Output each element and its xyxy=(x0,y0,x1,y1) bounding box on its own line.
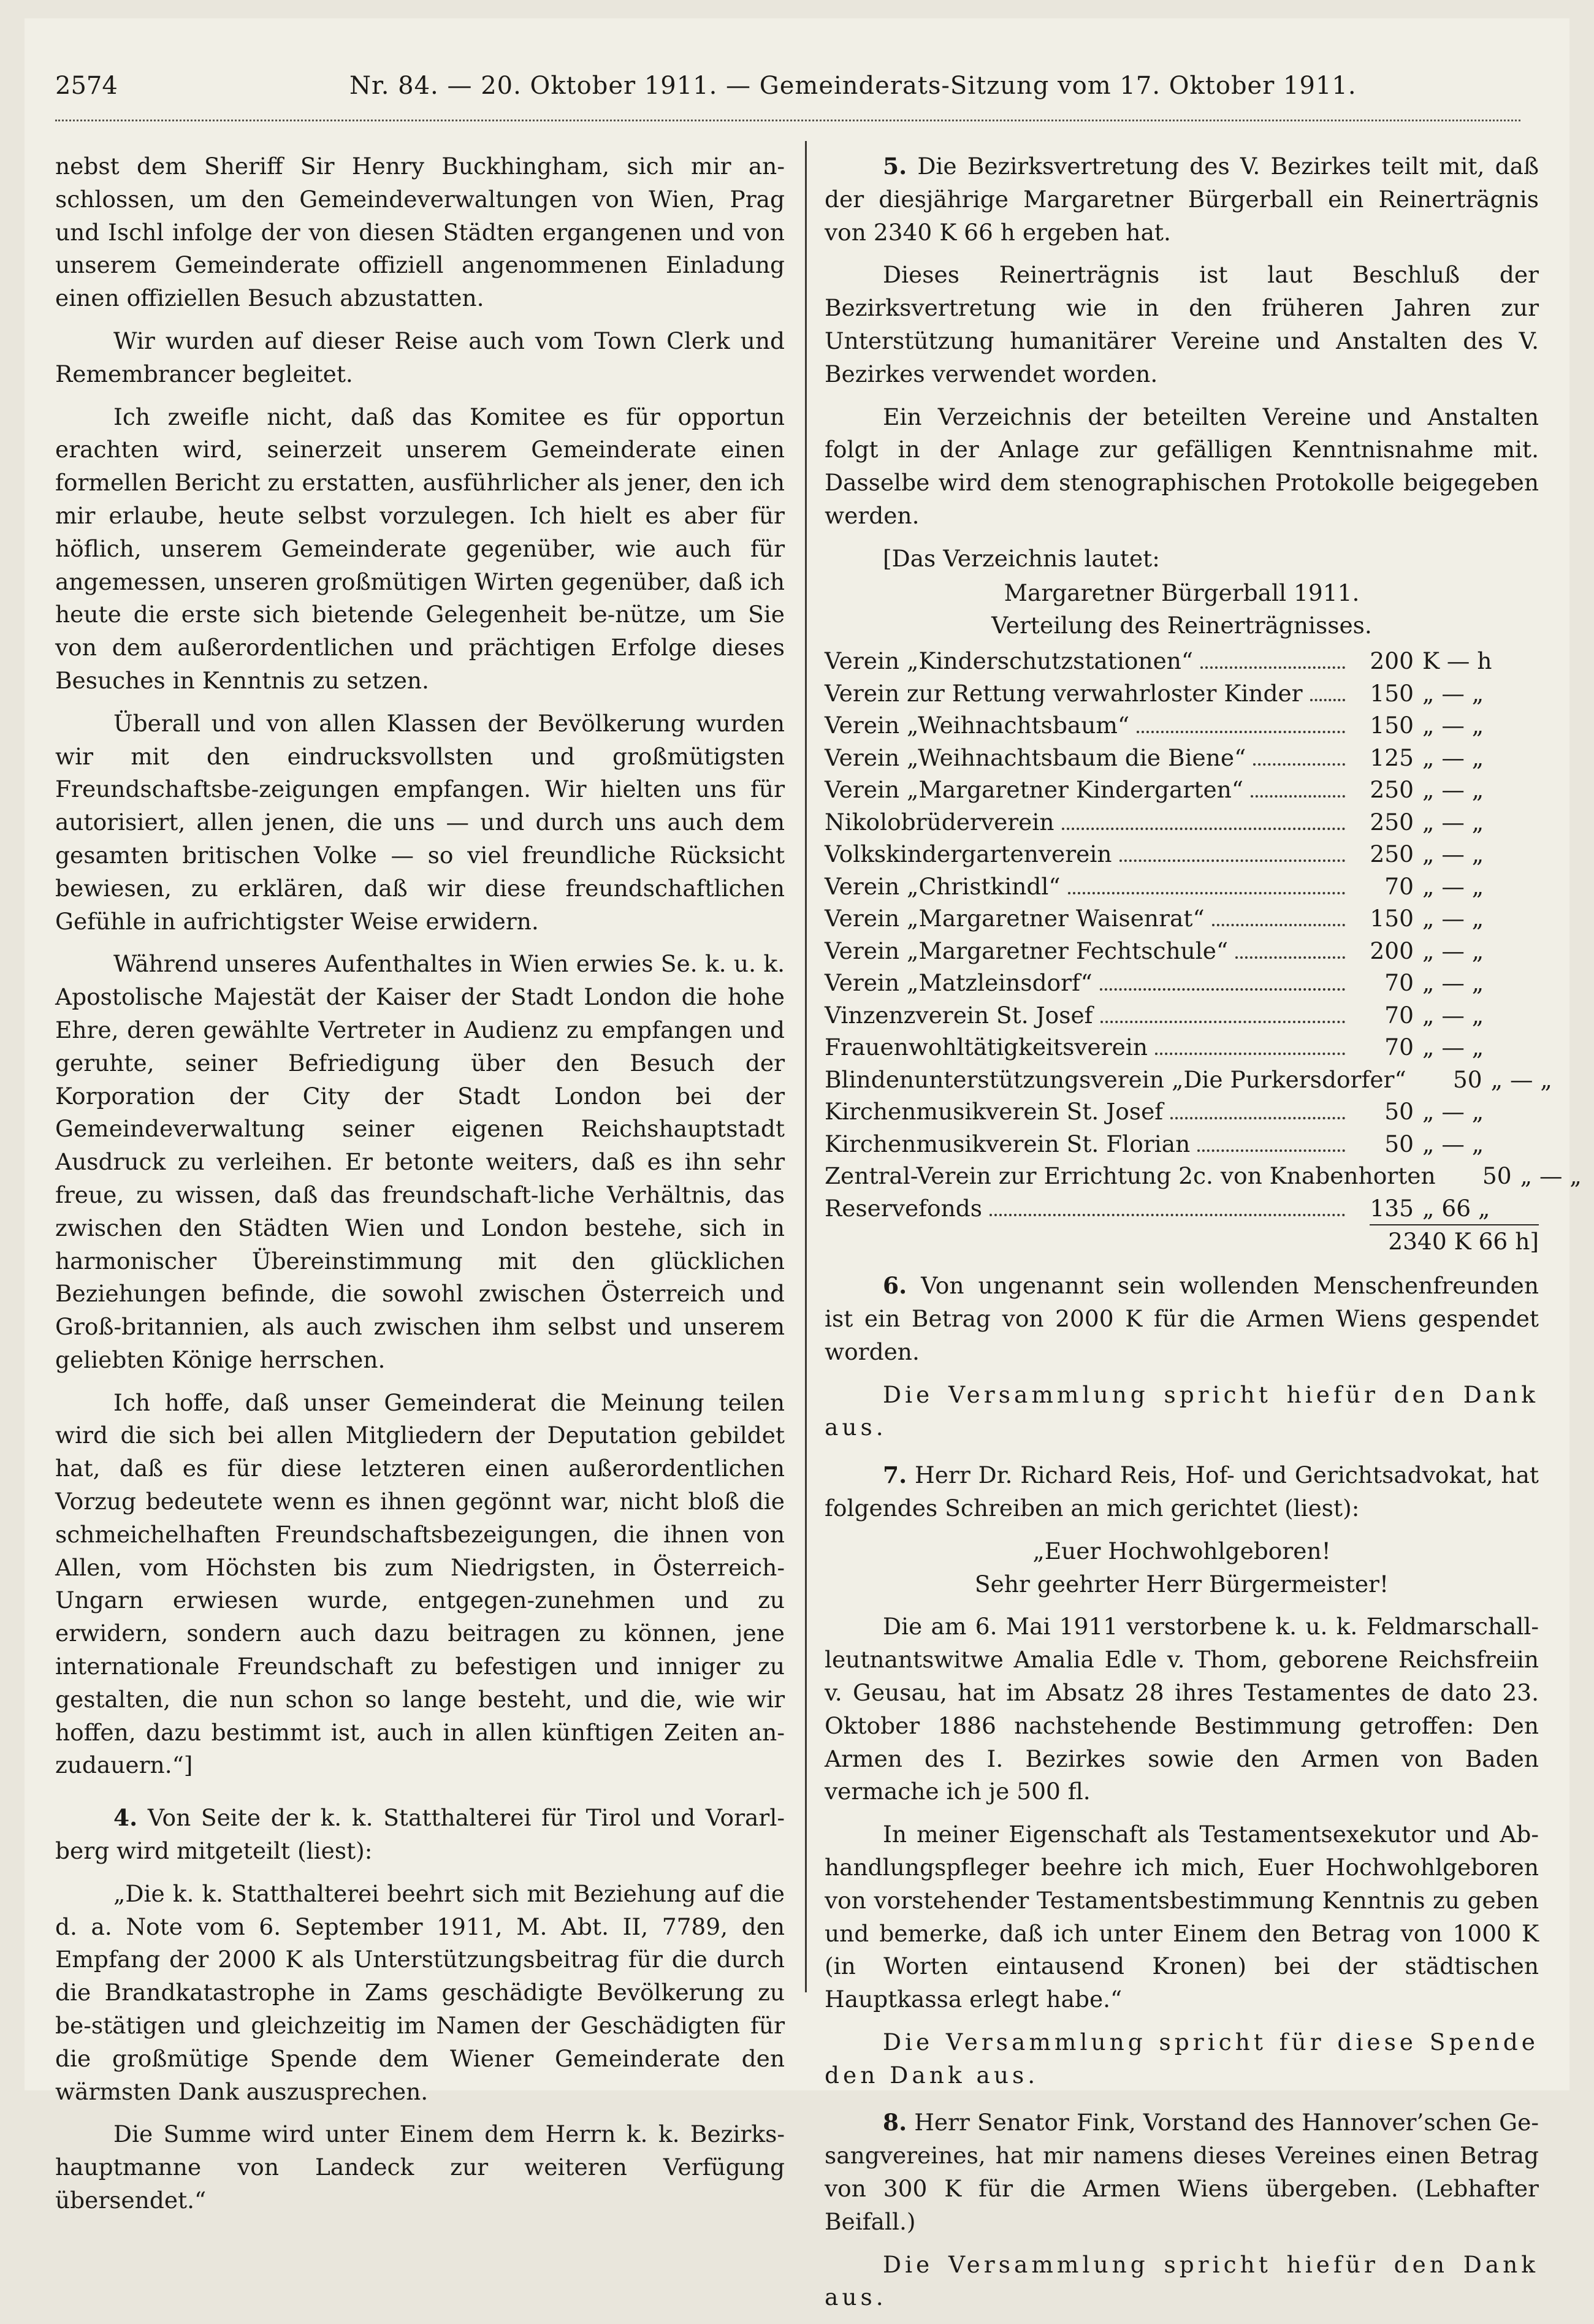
total-amount: 2340 K 66 h] xyxy=(1370,1224,1539,1256)
amount-kronen: 200 xyxy=(1370,937,1414,964)
list-item xyxy=(825,742,1539,774)
amount-kronen: 250 xyxy=(1370,776,1414,804)
dot-leader xyxy=(1170,1101,1345,1119)
association-name: Verein „Weihnachtsbaum die Biene“ xyxy=(825,744,1246,771)
amount-units: „ — „ xyxy=(1422,840,1484,868)
dot-leader xyxy=(1119,844,1345,862)
association-name: Verein zur Rettung verwahrloster Kinder xyxy=(825,679,1303,707)
item-number: 4. xyxy=(113,1804,138,1832)
donation-list xyxy=(825,645,1582,1224)
dot-leader xyxy=(1253,747,1345,766)
dot-leader xyxy=(1212,908,1345,926)
dot-leader xyxy=(1100,1005,1345,1023)
amount-kronen: 150 xyxy=(1370,905,1414,932)
list-item xyxy=(825,871,1539,903)
page-header xyxy=(55,61,1520,110)
item-8 xyxy=(825,2106,1539,2238)
list-item xyxy=(825,709,1539,742)
item-7 xyxy=(825,1459,1539,1525)
thanks-line: Die Versammlung spricht für diese Spende den Dank aus. xyxy=(825,2028,1539,2089)
association-name: Nikolobrüderverein xyxy=(825,808,1054,836)
item-number: 7. xyxy=(883,1461,907,1489)
amount-kronen: 70 xyxy=(1384,969,1414,997)
item-text: Von ungenannt sein wollenden Menschenfreunden ist ein Betrag von 2000 K für die Armen Wiens gespendet worden. xyxy=(825,1272,1539,1365)
item-4 xyxy=(55,1802,785,1868)
item-number: 6. xyxy=(883,1272,907,1300)
amount-units: „ 66 „ xyxy=(1422,1194,1490,1222)
thanks-line: Die Versammlung spricht hiefür den Dank aus. xyxy=(825,2250,1539,2311)
association-name: Verein „Matzleinsdorf“ xyxy=(825,969,1093,997)
item-text: Herr Dr. Richard Reis, Hof- und Gerichtsadvokat, hat folgendes Schreiben an mich gerichtet (liest): xyxy=(825,1461,1539,1522)
list-item xyxy=(825,902,1539,935)
amount-units: „ — „ xyxy=(1422,776,1484,804)
association-name: Verein „Kinderschutzstationen“ xyxy=(825,647,1194,675)
amount-units: „ — „ xyxy=(1422,1098,1484,1126)
list-item xyxy=(825,1128,1539,1160)
dot-leader xyxy=(1197,1133,1345,1152)
association-name: Reservefonds xyxy=(825,1194,983,1222)
dot-leader xyxy=(1137,715,1345,733)
list-item xyxy=(825,999,1539,1032)
dot-leader xyxy=(990,1198,1345,1216)
paragraph: In meiner Eigenschaft als Testamentsexekutor und Ab-handlungspfleger beehre ich mich, Euer Hochwohlgeboren von vorstehender Testamentsbestimmung Kenntnis zu geben und bemerke, daß ich unter Einem den Betrag von 1000 K (in Worten eintausend Kronen) bei der städtischen Hauptkassa erlegt habe.“ xyxy=(825,1821,1539,2013)
dot-leader xyxy=(1235,940,1345,959)
list-subtitle: Verteilung des Reinerträgnisses. xyxy=(991,612,1372,639)
association-name: Zentral-Verein zur Errichtung 2c. von Knabenhorten xyxy=(825,1162,1436,1190)
list-item xyxy=(825,1031,1539,1064)
association-name: Verein „Margaretner Kindergarten“ xyxy=(825,776,1244,804)
list-item xyxy=(825,1064,1552,1096)
association-name: Verein „Christkindl“ xyxy=(825,872,1061,900)
salutation: Sehr geehrter Herr Bürgermeister! xyxy=(974,1570,1389,1598)
item-5 xyxy=(825,150,1539,249)
quote: Die Summe wird unter Einem dem Herrn k. k. Bezirks-hauptmanne von Landeck zur weiteren Verfügung übersendet.“ xyxy=(55,2120,785,2214)
amount-kronen: 150 xyxy=(1370,712,1414,739)
item-6 xyxy=(825,1270,1539,1368)
dot-leader xyxy=(1310,683,1345,701)
amount-units: K — h xyxy=(1422,647,1492,675)
dot-leader xyxy=(1062,812,1345,830)
amount-units: „ — „ xyxy=(1422,712,1484,739)
list-item xyxy=(825,838,1539,871)
list-item xyxy=(825,967,1539,999)
amount-units: „ — „ xyxy=(1422,1001,1484,1029)
amount-kronen: 150 xyxy=(1370,679,1414,707)
association-name: Verein „Margaretner Fechtschule“ xyxy=(825,937,1229,964)
paragraph: Während unseres Aufenthaltes in Wien erwies Se. k. u. k. Apostolische Majestät der Kaiser der Stadt London die hohe Ehre, deren gewählte Vertreter in Audienz zu empfangen und geruhte, seiner Befriedigung über den Besuch der Korporation der City der Stadt London bei der Gemeindeverwaltung seiner eigenen Reichshauptstadt Ausdruck zu verleihen. Er betonte weiters, daß es ihn sehr freue, zu wissen, daß das freundschaft-liche Verhältnis, das zwischen den Städten Wien und London bestehe, sich in harmonischer Übereinstimmung mit den glücklichen Beziehungen befinde, die sowohl zwischen Österreich und Groß-britannien, als auch zwischen ihm selbst und unserem geliebten Könige herrschen. xyxy=(55,950,785,1373)
quote: „Die k. k. Statthalterei beehrt sich mit Beziehung auf die d. a. Note vom 6. September 1911, M. Abt. II, 7789, den Empfang der 2000 K als Unterstützungsbeitrag für die durch die Brandkatastrophe in Zams geschädigte Bevölkerung zu be-stätigen und gleichzeitig im Namen der Geschädigten für die großmütige Spende dem Wiener Gemeinderate den wärmsten Dank auszusprechen. xyxy=(55,1880,785,2105)
paragraph: Ich zweifle nicht, daß das Komitee es für opportun erachten wird, seinerzeit unserem Gemeinderate einen formellen Bericht zu erstatten, ausführlicher als jener, den ich mir erlaube, heute selbst vorzulegen. Ich hielt es aber für höflich, unserem Gemeinderate gegenüber, wie auch für angemessen, unseren großmütigen Wirten gegenüber, daß ich heute die erste sich bietende Gelegenheit be-nütze, um Sie von dem außerordentlichen und prächtigen Erfolge dieses Besuches in Kenntnis zu setzen. xyxy=(55,403,785,694)
association-name: Blindenunterstützungsverein „Die Purkersdorfer“ xyxy=(825,1065,1406,1093)
amount-kronen: 50 xyxy=(1384,1098,1414,1126)
dot-leader xyxy=(1251,779,1345,798)
dot-leader xyxy=(1155,1037,1345,1055)
column-divider xyxy=(805,141,807,1992)
amount-kronen: 200 xyxy=(1370,647,1414,675)
amount-units: „ — „ xyxy=(1422,744,1484,771)
amount-units: „ — „ xyxy=(1422,1034,1484,1061)
amount-kronen: 250 xyxy=(1370,808,1414,836)
list-item xyxy=(825,1095,1539,1128)
amount-units: „ — „ xyxy=(1422,937,1484,964)
list-title: Margaretner Bürgerball 1911. xyxy=(1004,579,1360,606)
paragraph: Überall und von allen Klassen der Bevölkerung wurden wir mit den eindrucksvollsten und großmütigsten Freundschaftsbe-zeigungen empfangen. Wir hielten uns für autorisiert, allen jenen, die uns — und durch uns auch dem gesamten britischen Volke — so viel freundliche Rücksicht bewiesen, zu erklären, daß wir diese freundschaftlichen Gefühle in aufrichtigster Weise erwidern. xyxy=(55,709,785,935)
list-item xyxy=(825,645,1539,677)
amount-kronen: 135 xyxy=(1370,1194,1414,1222)
item-text: Herr Senator Fink, Vorstand des Hannover’schen Ge-sangvereines, hat mir namens dieses Vereines einen Betrag von 300 K für die Armen Wiens übergeben. (Lebhafter Beifall.) xyxy=(825,2109,1539,2235)
association-name: Frauenwohltätigkeitsverein xyxy=(825,1034,1148,1061)
amount-units: „ — „ xyxy=(1422,905,1484,932)
amount-units: „ — „ xyxy=(1422,808,1484,836)
list-item xyxy=(825,935,1539,967)
left-column xyxy=(55,150,785,2227)
amount-units: „ — „ xyxy=(1490,1065,1552,1093)
paragraph: Ich hoffe, daß unser Gemeinderat die Meinung teilen wird die sich bei allen Mitgliedern der Deputation gebildet hat, daß es für diese letzteren einen außerordentlichen Vorzug bedeutete wenn es ihnen gegönnt war, nicht bloß die schmeichelhaften Freundschaftsbezeigungen, die ihnen von Allen, vom Höchsten bis zum Niedrigsten, in Österreich-Ungarn erwiesen wurde, entgegen-zunehmen und zu erwidern, sondern auch dazu beitragen zu können, jene internationale Freundschaft zu befestigen und inniger zu gestalten, die nun schon so lange besteht, und die, wie wir hoffen, dazu bestimmt ist, auch in allen künftigen Zeiten an-zudauern.“] xyxy=(55,1389,785,1779)
list-intro: [Das Verzeichnis lautet: xyxy=(883,544,1160,572)
association-name: Kirchenmusikverein St. Florian xyxy=(825,1130,1191,1157)
page-number: 2574 xyxy=(55,72,118,100)
amount-kronen: 70 xyxy=(1384,1001,1414,1029)
amount-units: „ — „ xyxy=(1520,1162,1582,1190)
list-item xyxy=(825,1160,1582,1192)
amount-kronen: 125 xyxy=(1370,744,1414,771)
amount-kronen: 70 xyxy=(1384,1034,1414,1061)
association-name: Verein „Weihnachtsbaum“ xyxy=(825,712,1130,739)
association-name: Kirchenmusikverein St. Josef xyxy=(825,1098,1164,1126)
association-name: Verein „Margaretner Waisenrat“ xyxy=(825,905,1205,932)
header-rule xyxy=(55,120,1520,125)
item-number: 8. xyxy=(883,2109,907,2136)
paragraph: nebst dem Sheriff Sir Henry Buckhingham, sich mir an-schlossen, um den Gemeindeverwaltungen von Wien, Prag und Ischl infolge der von diesen Städten ergangenen und von unserem Gemeinderate offiziell angenommenen Einladung einen offiziellen Besuch abzustatten. xyxy=(55,153,785,312)
list-item xyxy=(825,1192,1539,1225)
list-item xyxy=(825,677,1539,710)
header-title: Nr. 84. — 20. Oktober 1911. — Gemeinderats-Sitzung vom 17. Oktober 1911. xyxy=(349,72,1357,100)
list-total xyxy=(825,1224,1539,1256)
dot-leader xyxy=(1068,876,1345,894)
paragraph: Ein Verzeichnis der beteilten Vereine und Anstalten folgt in der Anlage zur gefälligen Kenntnisnahme mit. Dasselbe wird dem stenographischen Protokolle beigegeben werden. xyxy=(825,403,1539,529)
dot-leader xyxy=(1100,972,1345,991)
item-number: 5. xyxy=(883,153,907,180)
amount-units: „ — „ xyxy=(1422,872,1484,900)
amount-kronen: 250 xyxy=(1370,840,1414,868)
list-item xyxy=(825,806,1539,839)
amount-kronen: 50 xyxy=(1452,1065,1482,1093)
amount-units: „ — „ xyxy=(1422,1130,1484,1157)
item-text: Von Seite der k. k. Statthalterei für Tirol und Vorarl-berg wird mitgeteilt (liest): xyxy=(55,1804,785,1865)
association-name: Vinzenzverein St. Josef xyxy=(825,1001,1093,1029)
amount-kronen: 70 xyxy=(1384,872,1414,900)
thanks-line: Die Versammlung spricht hiefür den Dank aus. xyxy=(825,1381,1539,1441)
association-name: Volkskindergartenverein xyxy=(825,840,1112,868)
item-text: Die Bezirksvertretung des V. Bezirkes teilt mit, daß der diesjährige Margaretner Bürgerball ein Reinerträgnis von 2340 K 66 h ergeben hat. xyxy=(825,153,1539,246)
amount-units: „ — „ xyxy=(1422,969,1484,997)
paragraph: Die am 6. Mai 1911 verstorbene k. u. k. Feldmarschall-leutnantswitwe Amalia Edle v. Thom, geborene Reichsfreiin v. Geusau, hat im Absatz 28 ihres Testamentes de dato 23. Oktober 1886 nachstehende Bestimmung getroffen: Den Armen des I. Bezirkes sowie den Armen von Baden vermache ich je 500 fl. xyxy=(825,1613,1539,1805)
amount-units: „ — „ xyxy=(1422,679,1484,707)
amount-kronen: 50 xyxy=(1384,1130,1414,1157)
paragraph: Wir wurden auf dieser Reise auch vom Town Clerk und Remembrancer begleitet. xyxy=(55,327,785,387)
salutation: „Euer Hochwohlgeboren! xyxy=(1032,1537,1331,1564)
list-item xyxy=(825,774,1539,806)
paragraph: Dieses Reinerträgnis ist laut Beschluß der Bezirksvertretung wie in den früheren Jahren zur Unterstützung humanitärer Vereine und Anstalten des V. Bezirkes verwendet worden. xyxy=(825,261,1539,387)
amount-kronen: 50 xyxy=(1482,1162,1512,1190)
right-column xyxy=(825,150,1582,2324)
dot-leader xyxy=(1200,650,1345,669)
